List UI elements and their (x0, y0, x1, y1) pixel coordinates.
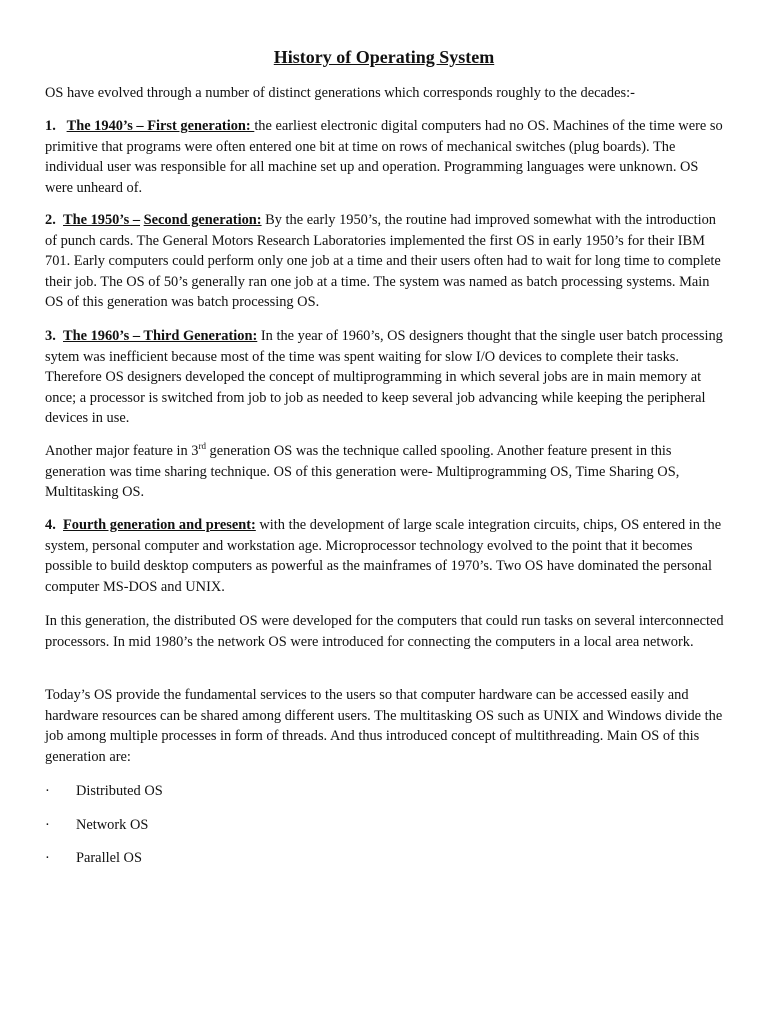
distributed-paragraph: In this generation, the distributed OS were developed for the computers that could run tasks on several interconnected processors. In mid 1980’s the network OS were introduced for connecting the computers in a local area network. (45, 613, 724, 650)
list-item (45, 815, 445, 835)
section-3-number: 3. (45, 328, 56, 344)
section-1-number: 1. (45, 118, 56, 134)
bullet-marker: · (45, 850, 50, 866)
section-4-number: 4. (45, 517, 56, 533)
section-2-heading-generation: Second generation: (143, 212, 262, 228)
list-item (45, 848, 445, 868)
section-2-paragraph (45, 210, 725, 313)
section-2-heading-era: The 1950’s – (63, 212, 141, 228)
list-item-label: Distributed OS (76, 783, 163, 799)
section-1-paragraph (45, 116, 725, 198)
section-4-paragraph (45, 515, 725, 597)
spooling-text-after: generation OS was the technique called spooling. Another feature present in this generation was time sharing technique. OS of this generation were- Multiprogramming OS, Time Sharing OS, Multitasking OS. (45, 443, 680, 501)
spooling-text-before: Another major feature in 3 (45, 443, 199, 459)
section-2-number: 2. (45, 212, 56, 228)
section-3-heading: The 1960’s – Third Generation: (63, 328, 258, 344)
spooling-superscript: rd (198, 441, 206, 452)
section-1-heading: The 1940’s – First generation: (66, 118, 255, 134)
section-4-heading: Fourth generation and present: (63, 517, 256, 533)
list-item (45, 781, 445, 801)
bullet-marker: · (45, 783, 50, 799)
section-4-body: with the development of large scale integration circuits, chips, OS entered in the system, personal computer and workstation age. Microprocessor technology evolved to the point that it becomes possible to build desktop computers as powerful as the mainframes of 1970’s. Two OS have dominated the personal computer MS-DOS and UNIX. (45, 517, 722, 595)
section-2-body: By the early 1950’s, the routine had improved somewhat with the introduction of punch cards. The General Motors Research Laboratories implemented the first OS in early 1950’s for their IBM 701. Early computers could perform only one job at a time and their users often had to wait for long time to complete their job. The OS of 50’s generally ran one job at a time. The system was named as batch processing systems. Main OS of this generation was batch processing OS. (45, 212, 721, 311)
bullet-marker: · (45, 817, 50, 833)
intro-paragraph: OS have evolved through a number of distinct generations which corresponds roughly to the decades:- (45, 85, 635, 101)
spooling-paragraph (45, 441, 725, 503)
document-title: History of Operating System (273, 47, 495, 67)
list-item-label: Parallel OS (76, 850, 142, 866)
section-1-body: the earliest electronic digital computers had no OS. Machines of the time were so primitive that programs were often entered one bit at time on rows of mechanical switches (plug boards). The individual user was responsible for all machine set up and operation. Programming languages were unknown. OS were unheard of. (45, 118, 723, 196)
today-paragraph: Today’s OS provide the fundamental services to the users so that computer hardware can be accessed easily and hardware resources can be shared among different users. The multitasking OS such as UNIX and Windows divide the job among multiple processes in form of threads. And thus introduced concept of multithreading. Main OS of this generation are: (45, 687, 723, 765)
list-item-label: Network OS (76, 817, 149, 833)
section-3-body: In the year of 1960’s, OS designers thought that the single user batch processing sytem was inefficient because most of the time was spent waiting for slow I/O devices to complete their tasks. Therefore OS designers developed the concept of multiprogramming in which several jobs are in main memory at once; a processor is switched from job to job as needed to keep several job advancing while keeping the peripheral devices in use. (45, 328, 723, 427)
section-3-paragraph (45, 326, 725, 429)
